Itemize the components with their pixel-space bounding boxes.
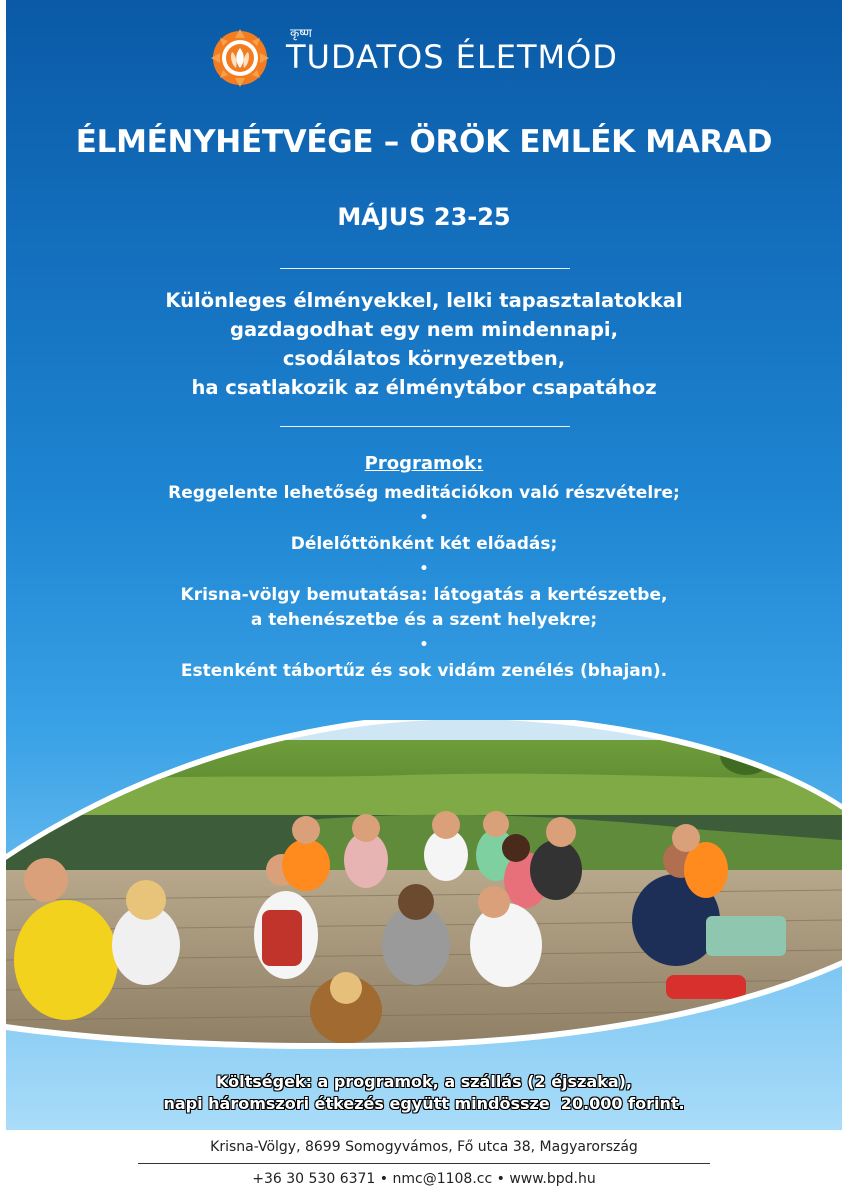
poster <box>6 0 842 1130</box>
program-item: Reggelente lehetőség meditációkon való részvételre; <box>168 483 680 503</box>
page-title: ÉLMÉNYHÉTVÉGE – ÖRÖK EMLÉK MARAD <box>75 124 773 160</box>
intro-line: Különleges élményekkel, lelki tapasztalatokkal <box>165 289 683 312</box>
program-item: Krisna-völgy bemutatása: látogatás a kertészetbe, <box>180 585 668 605</box>
brand-name: TUDATOS ÉLETMÓD <box>286 38 618 76</box>
program-item: Délelőttönként két előadás; <box>290 534 558 554</box>
costs-text <box>6 1071 842 1115</box>
programs-heading: Programok: <box>364 453 484 474</box>
group-sitting-by-pond-photo <box>6 720 842 1060</box>
intro-line: ha csatlakozik az élménytábor csapatához <box>191 376 657 399</box>
footer-contact: +36 30 530 6371 • nmc@1108.cc • www.bpd.hu <box>252 1171 596 1187</box>
intro-text <box>6 286 842 402</box>
intro-line: csodálatos környezetben, <box>282 347 566 370</box>
footer-divider <box>138 1163 710 1164</box>
bullet-separator: • <box>419 637 429 653</box>
costs-line: napi háromszori étkezés együtt mindössze 20.000 forint. <box>163 1094 685 1113</box>
bullet-separator: • <box>419 561 429 577</box>
intro-line: gazdagodhat egy nem mindennapi, <box>230 318 618 341</box>
costs-line: Költségek: a programok, a szállás (2 éjszaka), <box>216 1072 632 1091</box>
event-date: MÁJUS 23-25 <box>337 203 511 231</box>
divider-bottom <box>280 426 570 427</box>
lotus-flower-icon <box>210 28 270 88</box>
divider-top <box>280 268 570 269</box>
footer-address: Krisna-Völgy, 8699 Somogyvámos, Fő utca 38, Magyarország <box>210 1139 638 1155</box>
brand-script: कृष्ण <box>290 26 312 40</box>
program-item: Estenként tábortűz és sok vidám zenélés (bhajan). <box>180 661 668 681</box>
bullet-separator: • <box>419 510 429 526</box>
program-item-continued: a tehenészetbe és a szent helyekre; <box>250 610 598 630</box>
programs-list <box>6 451 842 684</box>
